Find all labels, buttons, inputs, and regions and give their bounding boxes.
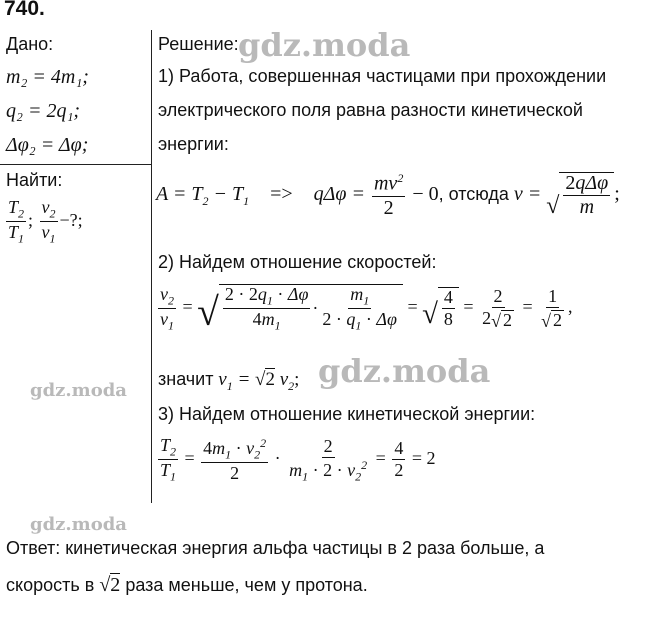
task-number: 740. xyxy=(4,0,45,20)
given-title: Дано: xyxy=(6,34,54,54)
step1-line1: 1) Работа, совершенная частицами при прохождении xyxy=(158,66,607,86)
work-formula: $A = T_2 - T_1 => q\Delta\varphi$ = $\frac{mv^2}{2}$ − 0, отсюда v = √ $\frac{\text{2qΔφ}}{m}$ ; xyxy=(156,171,620,220)
find-expression: $\frac{T_2}{T_1}$ ; $\frac{v_2}{v_1}$ −?; xyxy=(8,197,83,246)
energy-ratio-formula: $\frac{T_2}{T_1}$ = $\frac{4m_1 \cdot v_2^2}{2}$ · $\frac{2}{m_1 \cdot 2 \cdot v_2^2}$ = $\frac{4}{2}$ = 2 xyxy=(160,435,436,484)
step2-title: 2) Найдем отношение скоростей: xyxy=(158,252,437,272)
answer-line1: Ответ: кинетическая энергия альфа частицы в 2 раза больше, а xyxy=(6,538,545,558)
step1-line2: электрического поля равна разности кинетической xyxy=(158,100,583,120)
watermark: gdz.moda xyxy=(30,380,127,401)
watermark: gdz.moda xyxy=(318,352,491,390)
given-charge: q₂ = 2q₁; xyxy=(6,100,81,122)
given-divider-vertical xyxy=(151,30,152,503)
given-potential: Δφ₂ = Δφ; xyxy=(6,134,89,156)
watermark: gdz.moda xyxy=(30,514,127,535)
step1-line3: энергии: xyxy=(158,134,229,154)
solution-title: Решение: xyxy=(158,34,239,54)
velocity-ratio-formula: $\frac{v_2}{v_1}$ = √ $\frac{2 \cdot 2q_1 \cdot \Delta\varphi}{4m_1}$ · $\frac{m_1}{2 \cdot q_1 \cdot \Delta\varphi}$ = √ $\frac{4}{8}$ = 2 2 √ 2 = 1 √ 2 , xyxy=(160,283,573,334)
watermark: gdz.moda xyxy=(238,26,411,64)
given-mass: m₂ = 4m₁; xyxy=(6,66,89,88)
find-title: Найти: xyxy=(6,170,63,190)
step3-title: 3) Найдем отношение кинетической энергии: xyxy=(158,404,536,424)
answer-line2: скорость в √2 раза меньше, чем у протона. xyxy=(6,574,368,596)
given-divider-horizontal xyxy=(0,164,152,165)
velocity-conclusion: значит $v_1 = √2$ $v_2$; xyxy=(158,369,300,393)
